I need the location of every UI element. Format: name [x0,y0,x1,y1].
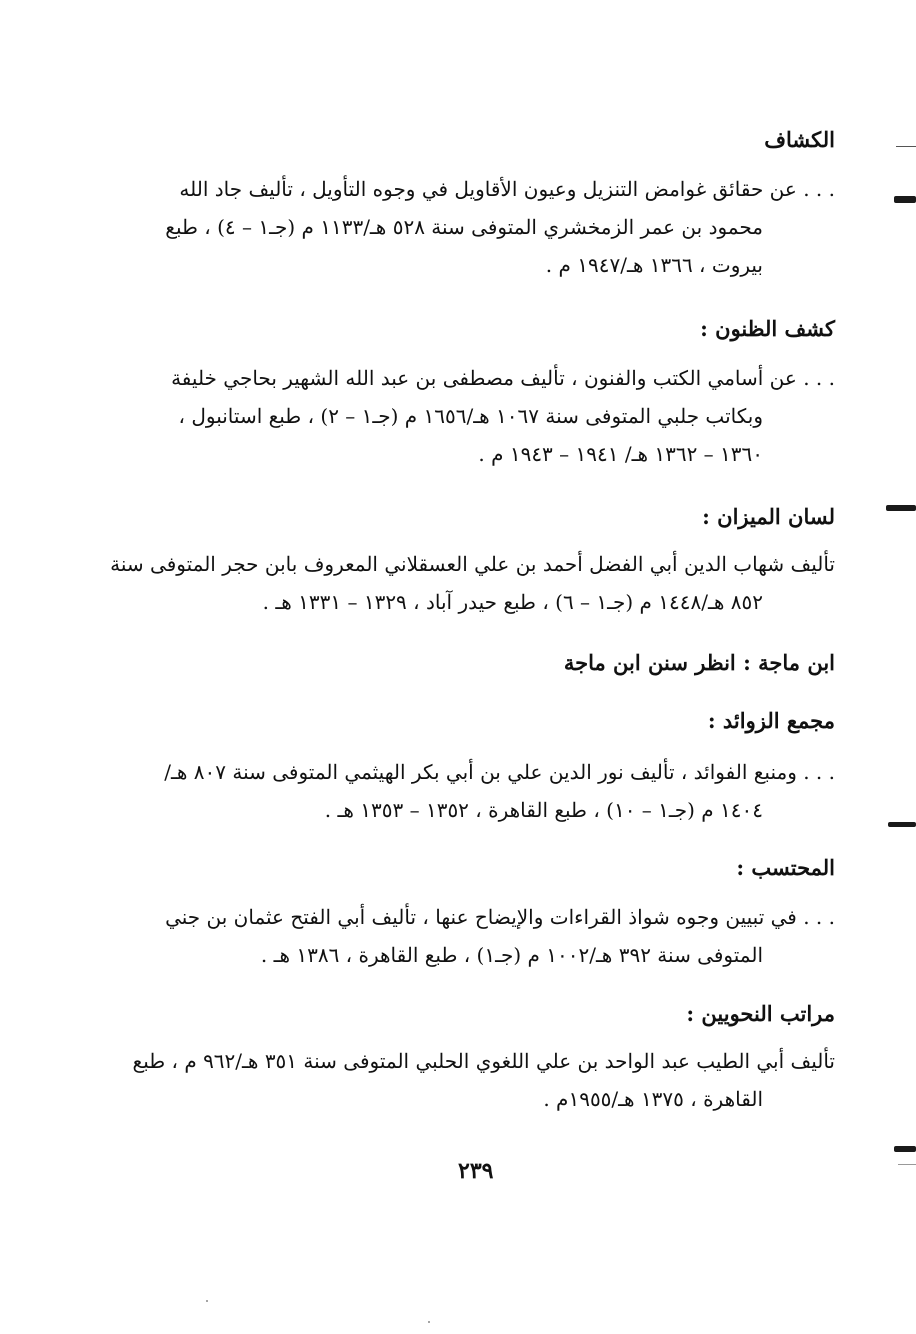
entry-body [165,898,835,974]
margin-mark [886,505,916,511]
entry-body [165,170,835,284]
entry-heading: مجمع الزوائد : [707,708,835,733]
margin-rule [896,146,916,147]
entry-line: . . . عن حقائق غوامض التنزيل وعيون الأقاويل في وجوه التأويل ، تأليف جاد الله [179,177,835,201]
margin-mark [894,1146,916,1152]
entry-lisan-al-mizan [165,501,835,533]
entry-ibn-majah [165,647,835,679]
margin-rule [898,1164,916,1165]
entry-line: محمود بن عمر الزمخشري المتوفى سنة ٥٢٨ هـ/١١٣٣ م (جـ١ – ٤) ، طبع [165,215,763,239]
entry-heading: مراتب النحويين : [686,1001,835,1026]
entry-al-muhtasab [165,852,835,884]
entry-line: تأليف شهاب الدين أبي الفضل أحمد بن علي العسقلاني المعروف بابن حجر المتوفى سنة [110,552,835,576]
entry-line: المتوفى سنة ٣٩٢ هـ/١٠٠٢ م (جـ١) ، طبع القاهرة ، ١٣٨٦ هـ . [260,943,763,967]
entry-line: ١٤٠٤ م (جـ١ – ١٠) ، طبع القاهرة ، ١٣٥٢ – ١٣٥٣ هـ . [324,798,763,822]
entry-heading: كشف الظنون : [700,316,835,341]
entry-body [165,753,835,829]
entry-line: تأليف أبي الطيب عبد الواحد بن علي اللغوي الحلبي المتوفى سنة ٣٥١ هـ/٩٦٢ م ، طبع [132,1049,835,1073]
entry-heading: لسان الميزان : [702,504,835,529]
margin-mark [888,822,916,827]
entry-line: ٨٥٢ هـ/١٤٤٨ م (جـ١ – ٦) ، طبع حيدر آباد ، ١٣٢٩ – ١٣٣١ هـ . [262,590,763,614]
entry-line: القاهرة ، ١٣٧٥ هـ/١٩٥٥م . [543,1087,763,1111]
entry-body [165,359,835,473]
entry-maratib-al-nahwiyyin [165,998,835,1030]
margin-mark [894,196,916,203]
entry-heading: ابن ماجة : انظر سنن ابن ماجة [563,650,835,675]
entry-line: وبكاتب جلبي المتوفى سنة ١٠٦٧ هـ/١٦٥٦ م (جـ١ – ٢) ، طبع استانبول ، [178,404,763,428]
entry-kashf-al-zunun [165,313,835,345]
entry-kashshaf [165,124,835,156]
entry-body [110,545,835,621]
entry-majma-al-zawaid [165,705,835,737]
entry-heading: المحتسب : [736,855,835,880]
scan-speck [206,1300,208,1302]
entry-line: . . . ومنبع الفوائد ، تأليف نور الدين علي بن أبي بكر الهيثمي المتوفى سنة ٨٠٧ هـ/ [164,760,835,784]
entry-line: . . . في تبيين وجوه شواذ القراءات والإيضاح عنها ، تأليف أبي الفتح عثمان بن جني [165,905,835,929]
entry-heading: الكشاف [764,127,835,152]
entry-line: ١٣٦٠ – ١٣٦٢ هـ/ ١٩٤١ – ١٩٤٣ م . [478,442,763,466]
entry-body [132,1042,835,1118]
page-number: ٢٣٩ [458,1158,494,1184]
entry-line: بيروت ، ١٣٦٦ هـ/١٩٤٧ م . [545,253,763,277]
entry-line: . . . عن أسامي الكتب والفنون ، تأليف مصطفى بن عبد الله الشهير بحاجي خليفة [171,366,835,390]
scan-speck [428,1321,430,1323]
